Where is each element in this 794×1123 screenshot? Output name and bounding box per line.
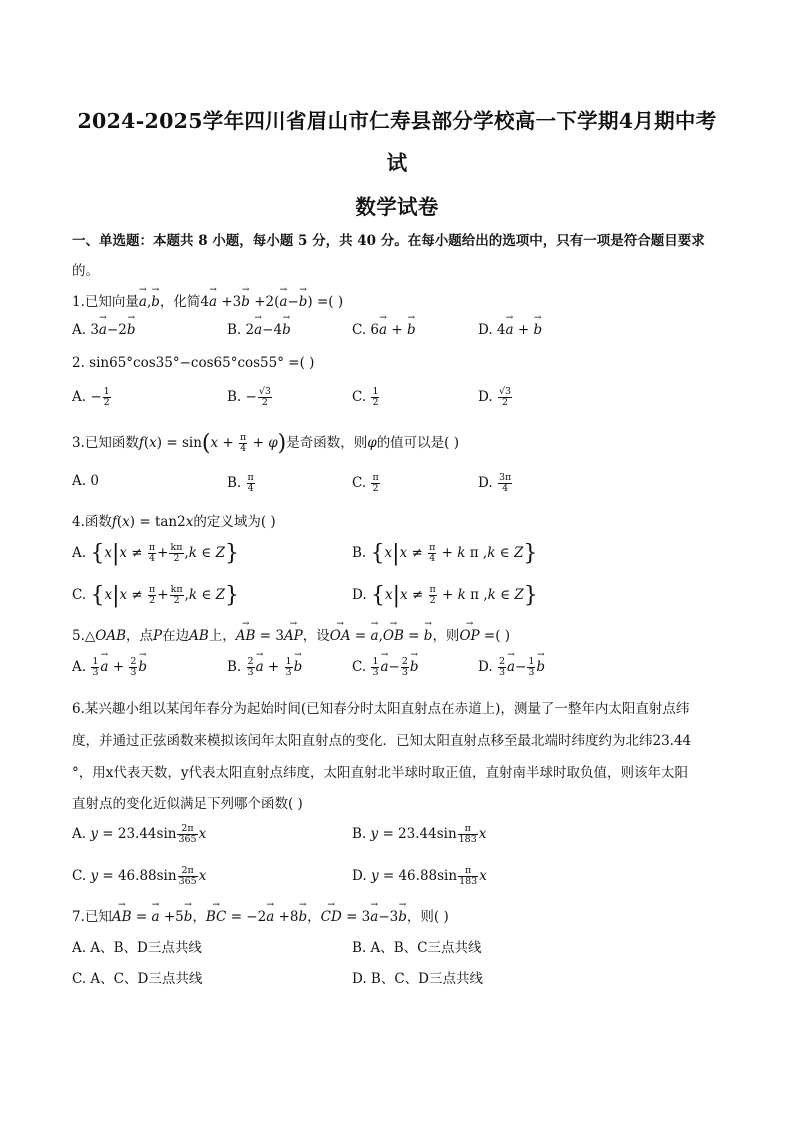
question-1-option-d[interactable]: D. 4→ a + → b	[478, 322, 542, 338]
question-7-option-b[interactable]: B. A、B、C三点共线	[352, 940, 482, 956]
exam-subtitle: 数学试卷	[355, 195, 439, 219]
question-2-option-c[interactable]: C. $\frac{1}{2}$	[352, 386, 379, 408]
question-6-option-a[interactable]: A. y = 23.44sin $\frac{2\pi}{365}$ x	[72, 823, 207, 845]
question-1-stem: 1.已知向量→ a,→ b，化简4→ a +3→ b +2(→ a−→ b) =( )	[72, 290, 343, 310]
question-4-option-b[interactable]: B. {x|x ≠ $\frac{\pi}{4}$ + k π ,k ∈ Z}	[352, 541, 538, 566]
question-6-stem-line-1: 6.某兴趣小组以某闰年春分为起始时间(已知春分时太阳直射点在赤道上)，测量了一整年内太阳直射点纬	[72, 701, 690, 717]
question-1-option-a[interactable]: A. 3→ a−2→ b	[72, 322, 136, 338]
question-7-option-c[interactable]: C. A、C、D三点共线	[72, 971, 203, 987]
question-2-stem: 2. sin65°cos35°−cos65°cos55° =( )	[72, 355, 315, 371]
question-3-stem: 3.已知函数f(x) = sin(x + $\frac{\pi}{4}$ + φ)是奇函数，则φ的值可以是( )	[72, 431, 460, 456]
question-4-option-c[interactable]: C. {x|x ≠ $\frac{\pi}{2}$ + $\frac{k\pi}{2}$ ,k ∈ Z}	[72, 583, 240, 608]
question-2-option-a[interactable]: A. − $\frac{1}{2}$	[72, 386, 110, 408]
question-3-option-a[interactable]: A. 0	[72, 473, 99, 489]
question-3-option-c[interactable]: C. $\frac{\pi}{2}$	[352, 472, 379, 494]
question-2-option-d[interactable]: D. $\frac{√3}{2}$	[478, 386, 512, 408]
question-1-option-b[interactable]: B. 2→ a−4→ b	[227, 322, 291, 338]
section-instructions-line-1: 一、单选题：本题共 8 小题，每小题 5 分，共 40 分。在每小题给出的选项中，只有一项是符合题目要求	[72, 233, 705, 249]
question-4-stem: 4.函数f(x) = tan2x的定义域为( )	[72, 514, 276, 530]
question-5-stem: 5.△OAB，点P在边AB上，→ AB = 3→ AP，设→ OA = → a,→ OB = → b，则→ OP =( )	[72, 624, 510, 644]
question-6-option-d[interactable]: D. y = 46.88sin $\frac{\pi}{183}$ x	[352, 865, 487, 887]
question-6-stem-line-2: 度，并通过正弦函数来模拟该闰年太阳直射点的变化．已知太阳直射点移至最北端时纬度约为北纬23.44	[72, 733, 692, 749]
question-5-option-b[interactable]: B. $\frac{2}{3}$ → a + $\frac{1}{3}$ → b	[227, 657, 302, 678]
question-5-option-d[interactable]: D. $\frac{2}{3}$ → a− $\frac{1}{3}$ → b	[478, 657, 545, 678]
exam-title-line-1: 2024-2025学年四川省眉山市仁寿县部分学校高一下学期4月期中考	[77, 109, 717, 133]
question-4-option-a[interactable]: A. {x|x ≠ $\frac{\pi}{4}$ + $\frac{k\pi}{2}$ ,k ∈ Z}	[72, 541, 239, 566]
question-5-option-a[interactable]: A. $\frac{1}{3}$ → a + $\frac{2}{3}$ → b	[72, 657, 147, 678]
question-1-option-c[interactable]: C. 6→ a + → b	[352, 322, 416, 338]
question-2-option-b[interactable]: B. − $\frac{√3}{2}$	[227, 386, 271, 408]
question-4-option-d[interactable]: D. {x|x ≠ $\frac{\pi}{2}$ + k π ,k ∈ Z}	[352, 583, 538, 608]
question-6-stem-line-3: °，用x代表天数，y代表太阳直射点纬度，太阳直射北半球时取正值，直射南半球时取负值，则该年太阳	[72, 765, 688, 781]
question-3-option-b[interactable]: B. $\frac{\pi}{4}$	[227, 472, 254, 494]
question-3-option-d[interactable]: D. $\frac{3\pi}{4}$	[478, 472, 512, 494]
question-6-stem-line-4: 直射点的变化近似满足下列哪个函数( )	[72, 796, 303, 812]
exam-title-line-2: 试	[386, 151, 408, 175]
section-instructions-line-2: 的。	[72, 263, 99, 279]
question-7-option-a[interactable]: A. A、B、D三点共线	[72, 940, 202, 956]
question-6-option-c[interactable]: C. y = 46.88sin $\frac{2\pi}{365}$ x	[72, 865, 207, 887]
question-7-option-d[interactable]: D. B、C、D三点共线	[352, 971, 483, 987]
question-6-option-b[interactable]: B. y = 23.44sin $\frac{\pi}{183}$ x	[352, 823, 487, 845]
question-7-stem: 7.已知→ AB = → a +5→ b，→ BC = −2→ a +8→ b，→ CD = 3→ a−3→ b，则( )	[72, 905, 449, 925]
question-5-option-c[interactable]: C. $\frac{1}{3}$ → a− $\frac{2}{3}$ → b	[352, 657, 419, 678]
